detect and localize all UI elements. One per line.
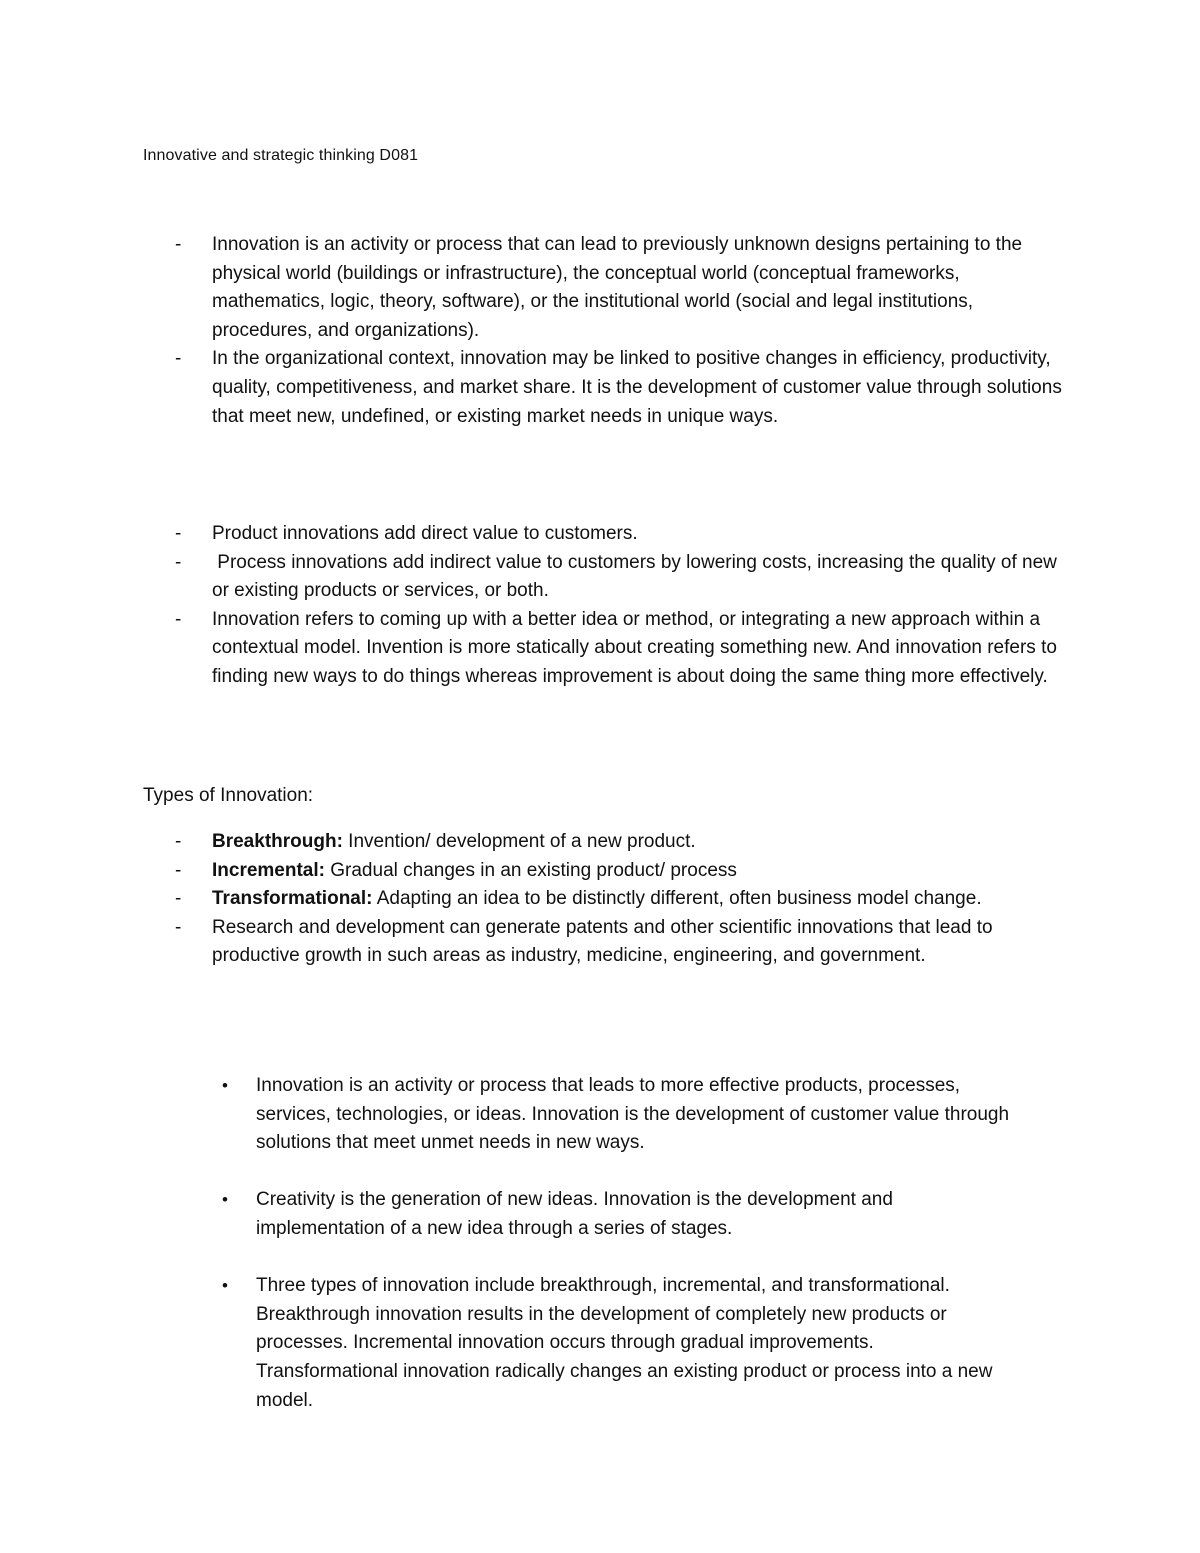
list-item xyxy=(0,1186,1016,1243)
value-list xyxy=(0,520,1200,692)
summary-list xyxy=(0,1072,1200,1415)
list-item xyxy=(0,345,1067,431)
list-item-text: Innovation is an activity or process that leads to more effective products, processes, services, technologies, or ideas. Innovation is the development of customer value through solutions that meet unmet needs in new ways. xyxy=(256,1075,1010,1154)
term-description: Gradual changes in an existing product/ process xyxy=(324,859,737,881)
list-item-text: Creativity is the generation of new ideas. Innovation is the development and implementation of a new idea through a series of stages. xyxy=(256,1189,893,1239)
dash-marker: - xyxy=(175,831,182,852)
list-item-text: Innovation is an activity or process that can lead to previously unknown designs pertaining to the physical world (buildings or infrastructure), the conceptual world (conceptual frameworks, mathematics, logic, theory, software), or the institutional world (social and legal institutions, procedures, and organizations). xyxy=(212,234,1023,341)
list-item-text: Innovation refers to coming up with a better idea or method, or integrating a new approach within a contextual model. Invention is more statically about creating something new. And innovation refers to finding new ways to do things whereas improvement is about doing the same thing more effectively. xyxy=(212,608,1057,687)
bullet-marker: • xyxy=(222,1076,228,1095)
list-item xyxy=(0,1272,1016,1415)
list-item xyxy=(0,885,1067,914)
list-item xyxy=(0,606,1067,692)
bullet-marker: • xyxy=(222,1276,228,1296)
bullet-marker: • xyxy=(222,1190,228,1210)
list-item-text: Research and development can generate patents and other scientific innovations that lead to productive growth in such areas as industry, medicine, engineering, and government. xyxy=(212,916,993,967)
list-item xyxy=(0,231,1067,345)
intro-list xyxy=(0,231,1200,431)
spacer xyxy=(0,1244,1200,1273)
dash-marker: - xyxy=(175,888,182,910)
spacer xyxy=(0,1158,1200,1187)
dash-marker: - xyxy=(175,234,182,255)
list-item xyxy=(0,549,1067,606)
list-item xyxy=(0,520,1067,549)
list-item xyxy=(0,857,1067,886)
term-label: Breakthrough: xyxy=(212,831,343,852)
list-item-text: Process innovations add indirect value to customers by lowering costs, increasing the quality of new or existing products or services, or both. xyxy=(212,551,1063,602)
term-description: Invention/ development of a new product. xyxy=(342,831,696,852)
dash-marker: - xyxy=(175,608,182,630)
dash-marker: - xyxy=(175,523,182,544)
dash-marker: - xyxy=(175,859,182,881)
list-item-text: Product innovations add direct value to customers. xyxy=(212,523,638,544)
list-item xyxy=(0,1072,1016,1158)
list-item-text: Three types of innovation include breakthrough, incremental, and transformational. Breakthrough innovation results in the development of completely new products or processes. Incremental innovation occurs through gradual improvements. Transformational innovation radically changes an existing product or process into a new model. xyxy=(256,1275,993,1411)
document-title: Innovative and strategic thinking D081 xyxy=(143,147,419,164)
dash-marker: - xyxy=(175,348,182,370)
term-description: Adapting an idea to be distinctly different, often business model change. xyxy=(372,888,982,910)
dash-marker: - xyxy=(175,551,182,573)
section-heading: Types of Innovation: xyxy=(143,785,314,806)
list-item xyxy=(0,828,1067,857)
list-item xyxy=(0,914,1067,971)
list-item-text: In the organizational context, innovation may be linked to positive changes in efficiency, productivity, quality, competitiveness, and market share. It is the development of customer value through solutions that meet new, undefined, or existing market needs in unique ways. xyxy=(212,348,1062,427)
term-label: Transformational: xyxy=(212,888,373,910)
dash-marker: - xyxy=(175,916,182,938)
term-label: Incremental: xyxy=(212,859,325,881)
types-list xyxy=(0,828,1200,971)
